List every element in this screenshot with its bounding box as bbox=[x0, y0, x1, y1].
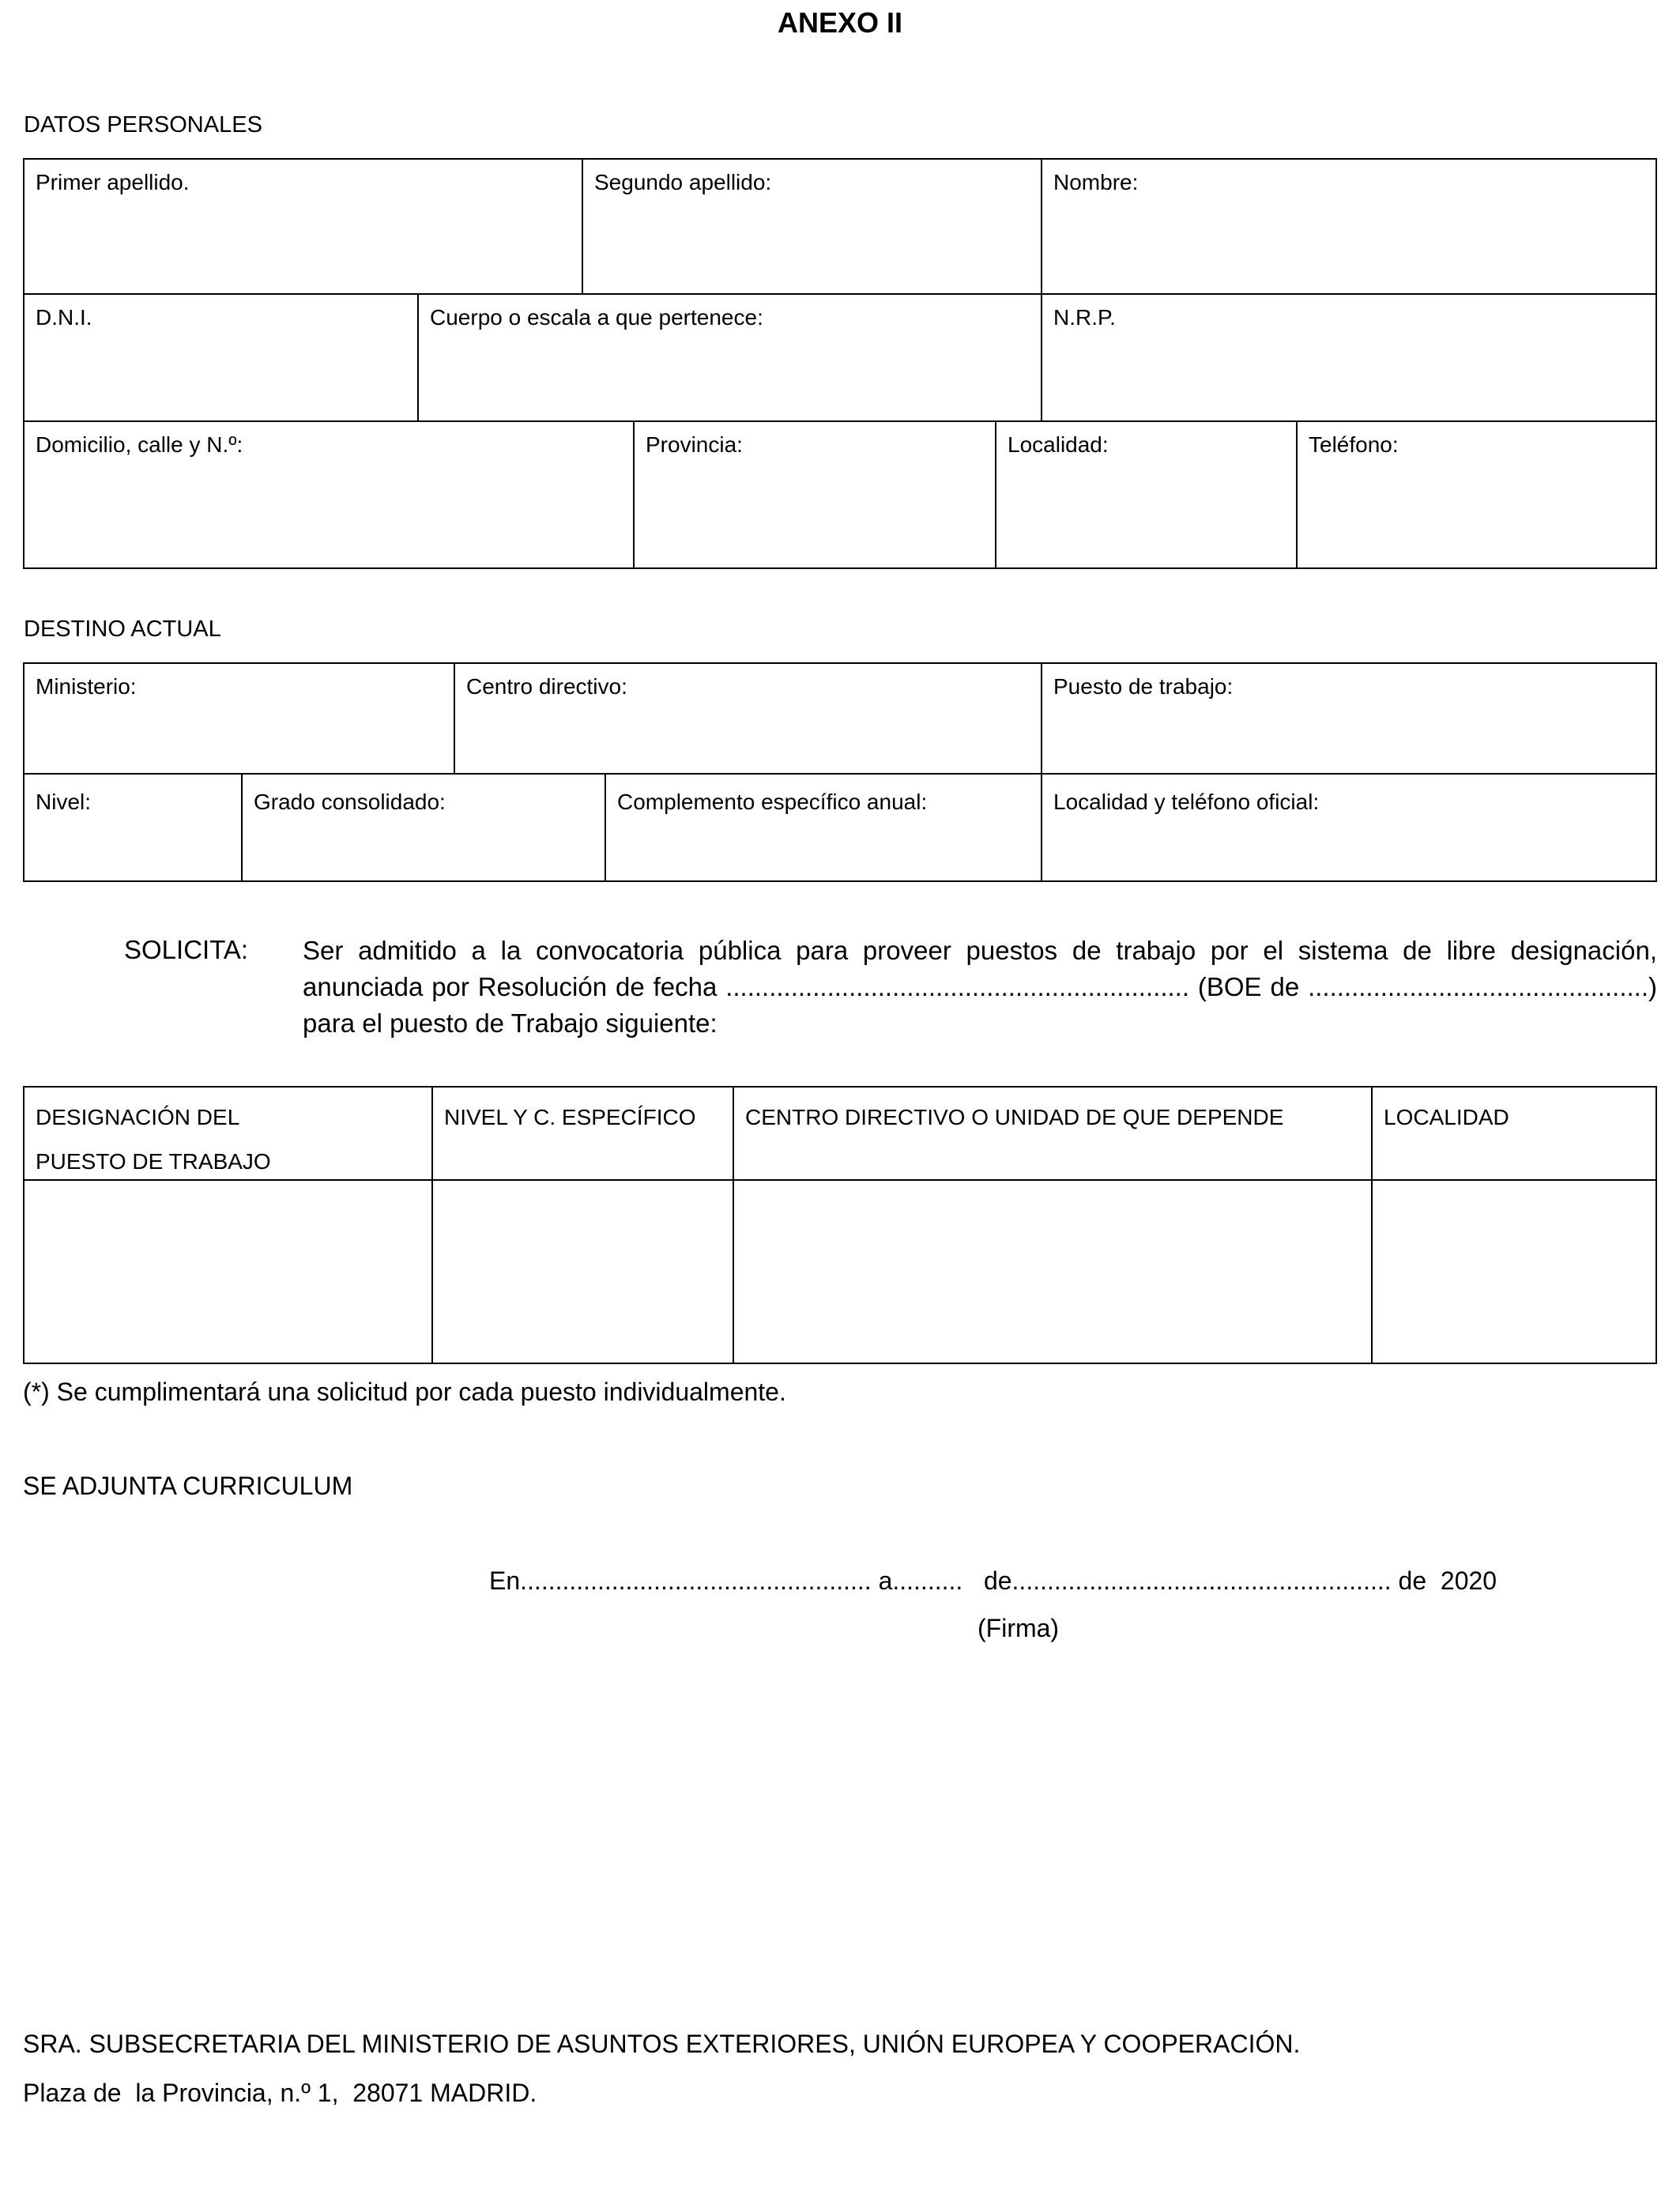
localidad-input[interactable] bbox=[1008, 465, 1288, 506]
domicilio-cell bbox=[23, 420, 635, 569]
addressee-line-1: SRA. SUBSECRETARIA DEL MINISTERIO DE ASUNTOS EXTERIORES, UNIÓN EUROPEA Y COOPERACIÓN. bbox=[23, 2030, 1301, 2058]
primer-apellido-label: Primer apellido. bbox=[36, 170, 190, 194]
localidad-telefono-oficial-input[interactable] bbox=[1053, 822, 1648, 863]
nombre-cell bbox=[1041, 158, 1657, 295]
cuerpo-escala-input[interactable] bbox=[430, 337, 1033, 379]
note-text: (*) Se cumplimentará una solicitud por cada puesto individualmente. bbox=[23, 1378, 786, 1406]
localidad-cell bbox=[995, 420, 1298, 569]
centro-directivo-unidad-input-cell[interactable] bbox=[733, 1179, 1373, 1364]
centro-directivo-cell bbox=[454, 662, 1042, 775]
header-nivel-especifico: NIVEL Y C. ESPECÍFICO bbox=[431, 1086, 734, 1181]
dni-cell bbox=[23, 293, 419, 422]
grado-consolidado-label: Grado consolidado: bbox=[254, 790, 446, 814]
localidad-telefono-oficial-cell bbox=[1041, 773, 1657, 882]
complemento-especifico-cell bbox=[605, 773, 1042, 882]
telefono-input[interactable] bbox=[1309, 465, 1648, 506]
section-datos-personales-label: DATOS PERSONALES bbox=[24, 112, 262, 138]
localidad-label: Localidad: bbox=[1008, 432, 1109, 457]
segundo-apellido-label: Segundo apellido: bbox=[594, 170, 772, 194]
domicilio-input[interactable] bbox=[36, 465, 625, 506]
firma-label: (Firma) bbox=[977, 1614, 1060, 1642]
puesto-trabajo-label: Puesto de trabajo: bbox=[1053, 674, 1234, 699]
header-designacion-puesto: DESIGNACIÓN DEL PUESTO DE TRABAJO bbox=[23, 1086, 433, 1181]
cuerpo-escala-label: Cuerpo o escala a que pertenece: bbox=[430, 305, 763, 330]
telefono-label: Teléfono: bbox=[1309, 432, 1399, 457]
header-centro-directivo-unidad: CENTRO DIRECTIVO O UNIDAD DE QUE DEPENDE bbox=[733, 1086, 1373, 1181]
nivel-cell bbox=[23, 773, 243, 882]
provincia-cell bbox=[633, 420, 996, 569]
ministerio-cell bbox=[23, 662, 455, 775]
centro-directivo-label: Centro directivo: bbox=[466, 674, 627, 699]
dni-label: D.N.I. bbox=[36, 305, 92, 330]
localidad-telefono-oficial-label: Localidad y teléfono oficial: bbox=[1053, 790, 1320, 814]
primer-apellido-input[interactable] bbox=[36, 202, 574, 243]
grado-consolidado-input[interactable] bbox=[254, 822, 597, 863]
puesto-trabajo-cell bbox=[1041, 662, 1657, 775]
ministerio-label: Ministerio: bbox=[36, 674, 137, 699]
segundo-apellido-input[interactable] bbox=[594, 202, 1033, 243]
domicilio-label: Domicilio, calle y N.º: bbox=[36, 432, 243, 457]
ministerio-input[interactable] bbox=[36, 707, 446, 748]
provincia-input[interactable] bbox=[646, 465, 987, 506]
cuerpo-escala-cell bbox=[417, 293, 1042, 422]
signature-place-date-line: En.................................................. a.......... de...................................................... de 2020 bbox=[489, 1566, 1497, 1595]
primer-apellido-cell bbox=[23, 158, 583, 295]
solicita-label: SOLICITA: bbox=[124, 935, 249, 964]
nombre-label: Nombre: bbox=[1053, 170, 1139, 194]
nivel-especifico-input-cell[interactable] bbox=[431, 1179, 734, 1364]
addressee-line-2: Plaza de la Provincia, n.º 1, 28071 MADRID. bbox=[23, 2079, 537, 2107]
complemento-especifico-label: Complemento específico anual: bbox=[617, 790, 928, 814]
provincia-label: Provincia: bbox=[646, 432, 743, 457]
centro-directivo-input[interactable] bbox=[466, 707, 1033, 748]
nivel-label: Nivel: bbox=[36, 790, 92, 814]
telefono-cell bbox=[1296, 420, 1657, 569]
solicita-text: Ser admitido a la convocatoria pública para proveer puestos de trabajo por el sistema de libre designación, anunciada por Resolución de fecha ................................................................ (BOE de ...............................................) para el puesto de Trabajo siguiente: bbox=[303, 936, 1657, 1038]
grado-consolidado-cell bbox=[241, 773, 606, 882]
nrp-input[interactable] bbox=[1053, 337, 1648, 379]
header-localidad: LOCALIDAD bbox=[1371, 1086, 1657, 1181]
adjunta-curriculum-text: SE ADJUNTA CURRICULUM bbox=[23, 1472, 353, 1500]
segundo-apellido-cell bbox=[582, 158, 1042, 295]
nivel-input[interactable] bbox=[36, 822, 233, 863]
dni-input[interactable] bbox=[36, 337, 409, 379]
page-title: ANEXO II bbox=[777, 6, 903, 39]
complemento-especifico-input[interactable] bbox=[617, 822, 1033, 863]
nrp-cell bbox=[1041, 293, 1657, 422]
designacion-puesto-input-cell[interactable] bbox=[23, 1179, 433, 1364]
section-destino-actual-label: DESTINO ACTUAL bbox=[24, 616, 221, 642]
nombre-input[interactable] bbox=[1053, 202, 1648, 243]
localidad-input-cell[interactable] bbox=[1371, 1179, 1657, 1364]
nrp-label: N.R.P. bbox=[1053, 305, 1116, 330]
puesto-trabajo-input[interactable] bbox=[1053, 707, 1648, 748]
